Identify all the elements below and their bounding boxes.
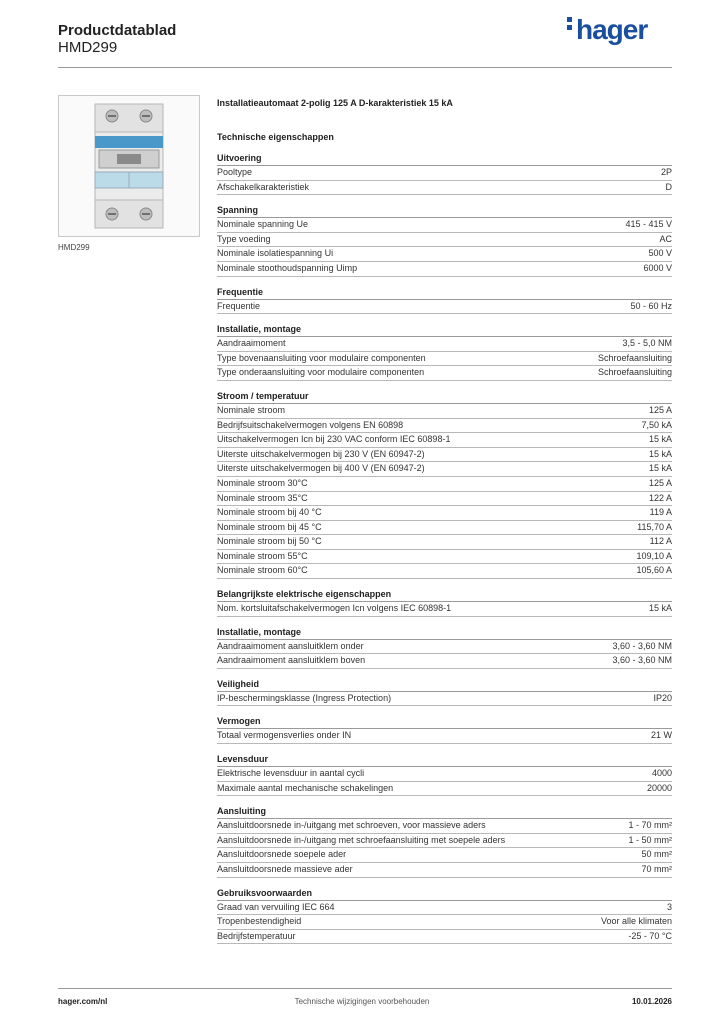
spec-value: 2P bbox=[660, 167, 672, 177]
spec-row bbox=[217, 366, 672, 381]
spec-label: Nominale stroom bbox=[217, 404, 286, 415]
spec-section bbox=[217, 625, 672, 669]
spec-row bbox=[217, 782, 672, 797]
spec-label: Elektrische levensduur in aantal cycli bbox=[217, 768, 365, 779]
spec-value: Voor alle klimaten bbox=[600, 916, 672, 927]
footer-website: hager.com/nl bbox=[58, 997, 108, 1006]
section-title: Frequentie bbox=[217, 285, 672, 300]
spec-row bbox=[217, 300, 672, 315]
spec-label: Type voeding bbox=[217, 233, 271, 244]
spec-value: 15 kA bbox=[648, 603, 672, 614]
spec-label: IP-beschermingsklasse (Ingress Protection) bbox=[217, 692, 392, 703]
spec-value: 3,5 - 5,0 NM bbox=[622, 338, 672, 349]
technical-properties-title: Technische eigenschappen bbox=[217, 132, 334, 142]
spec-value: 125 A bbox=[648, 477, 672, 488]
spec-value: 6000 V bbox=[643, 262, 672, 273]
spec-row bbox=[217, 535, 672, 550]
section-title: Veiligheid bbox=[217, 677, 672, 692]
spec-label: Nominale stroom bij 45 °C bbox=[217, 521, 322, 532]
spec-label: Nominale stroom 35°C bbox=[217, 492, 308, 503]
spec-label: Bedrijfstemperatuur bbox=[217, 930, 296, 941]
spec-value: 112 A bbox=[649, 536, 672, 547]
spec-section bbox=[217, 804, 672, 877]
spec-row bbox=[217, 477, 672, 492]
spec-row bbox=[217, 233, 672, 248]
spec-value: AC bbox=[659, 233, 672, 244]
spec-value: 119 A bbox=[649, 507, 672, 518]
spec-row bbox=[217, 834, 672, 849]
spec-row bbox=[217, 433, 672, 448]
section-title: Stroom / temperatuur bbox=[217, 389, 672, 404]
spec-row bbox=[217, 337, 672, 352]
spec-label: Nominale spanning Ue bbox=[217, 219, 309, 230]
spec-section bbox=[217, 886, 672, 945]
spec-label: Aandraaimoment aansluitklem onder bbox=[217, 640, 364, 651]
spec-value: 3 bbox=[666, 901, 672, 912]
spec-label: Nominale stroom 60°C bbox=[217, 565, 308, 576]
spec-label: Nominale stroom 55°C bbox=[217, 550, 308, 561]
spec-row bbox=[217, 729, 672, 744]
spec-value: 109,10 A bbox=[636, 550, 672, 561]
spec-label: Uitschakelvermogen Icn bij 230 VAC conform IEC 60898-1 bbox=[217, 434, 451, 445]
spec-row bbox=[217, 654, 672, 669]
section-title: Vermogen bbox=[217, 714, 672, 729]
product-image bbox=[58, 95, 200, 237]
spec-row bbox=[217, 352, 672, 367]
hager-logo bbox=[567, 14, 647, 46]
spec-row bbox=[217, 404, 672, 419]
spec-row bbox=[217, 819, 672, 834]
spec-value: 1 - 50 mm² bbox=[628, 834, 672, 845]
spec-row bbox=[217, 692, 672, 707]
footer-date: 10.01.2026 bbox=[631, 997, 672, 1006]
spec-label: Nominale stroom bij 40 °C bbox=[217, 507, 322, 518]
spec-label: Aansluitdoorsnede soepele ader bbox=[217, 849, 347, 860]
section-title: Belangrijkste elektrische eigenschappen bbox=[217, 587, 672, 602]
spec-row bbox=[217, 262, 672, 277]
spec-label: Aansluitdoorsnede in-/uitgang met schroeven, voor massieve aders bbox=[217, 820, 486, 831]
section-title: Gebruiksvoorwaarden bbox=[217, 886, 672, 901]
spec-label: Type bovenaansluiting voor modulaire componenten bbox=[217, 352, 426, 363]
spec-label: Aansluitdoorsnede in-/uitgang met schroefaansluiting met soepele aders bbox=[217, 834, 506, 845]
spec-label: Nom. kortsluitafschakelvermogen Icn volgens IEC 60898-1 bbox=[217, 603, 452, 614]
spec-value: 15 kA bbox=[648, 448, 672, 459]
spec-label: Type onderaansluiting voor modulaire componenten bbox=[217, 367, 425, 378]
spec-value: 415 - 415 V bbox=[625, 219, 672, 230]
section-title: Uitvoering bbox=[217, 151, 672, 166]
section-title: Aansluiting bbox=[217, 804, 672, 819]
spec-row bbox=[217, 506, 672, 521]
spec-value: -25 - 70 °C bbox=[628, 930, 672, 941]
spec-label: Nominale stroom 30°C bbox=[217, 477, 308, 488]
spec-value: 115,70 A bbox=[637, 521, 672, 532]
spec-label: Pooltype bbox=[217, 167, 253, 177]
spec-content bbox=[217, 96, 672, 952]
spec-row bbox=[217, 550, 672, 565]
spec-section bbox=[217, 285, 672, 315]
logo-text: hager bbox=[576, 14, 648, 45]
spec-value: 15 kA bbox=[648, 434, 672, 445]
spec-row bbox=[217, 602, 672, 617]
section-title: Spanning bbox=[217, 203, 672, 218]
spec-row bbox=[217, 448, 672, 463]
header-divider bbox=[58, 67, 672, 68]
spec-value: 105,60 A bbox=[636, 565, 672, 576]
spec-label: Aandraaimoment aansluitklem boven bbox=[217, 655, 366, 666]
spec-label: Frequentie bbox=[217, 300, 261, 311]
spec-label: Bedrijfsuitschakelvermogen volgens EN 60898 bbox=[217, 419, 404, 430]
spec-label: Maximale aantal mechanische schakelingen bbox=[217, 782, 394, 793]
section-title: Levensduur bbox=[217, 752, 672, 767]
spec-label: Graad van vervuiling IEC 664 bbox=[217, 901, 335, 912]
spec-value: 50 mm² bbox=[641, 849, 672, 860]
footer-divider bbox=[58, 988, 672, 989]
spec-value: Schroefaansluiting bbox=[597, 367, 672, 378]
spec-row bbox=[217, 640, 672, 655]
spec-row bbox=[217, 247, 672, 262]
spec-value: 20000 bbox=[646, 782, 672, 793]
spec-value: 21 W bbox=[650, 730, 672, 741]
product-code: HMD299 bbox=[58, 39, 118, 56]
spec-value: Schroefaansluiting bbox=[597, 352, 672, 363]
spec-value: 15 kA bbox=[648, 463, 672, 474]
spec-row bbox=[217, 181, 672, 196]
spec-label: Aandraaimoment bbox=[217, 338, 286, 349]
spec-row bbox=[217, 419, 672, 434]
spec-label: Nominale stoothoudspanning Uimp bbox=[217, 262, 358, 273]
spec-section bbox=[217, 389, 672, 579]
spec-row bbox=[217, 492, 672, 507]
spec-value: 50 - 60 Hz bbox=[630, 300, 672, 311]
spec-sections bbox=[217, 151, 672, 944]
spec-value: 1 - 70 mm² bbox=[628, 820, 672, 831]
spec-section bbox=[217, 587, 672, 617]
spec-section bbox=[217, 752, 672, 796]
spec-label: Nominale isolatiespanning Ui bbox=[217, 248, 334, 259]
spec-row bbox=[217, 521, 672, 536]
spec-value: 122 A bbox=[648, 492, 672, 503]
spec-value: 3,60 - 3,60 NM bbox=[612, 640, 672, 651]
spec-row bbox=[217, 930, 672, 945]
spec-value: 3,60 - 3,60 NM bbox=[612, 655, 672, 666]
spec-label: Uiterste uitschakelvermogen bij 400 V (EN 60947-2) bbox=[217, 463, 425, 474]
image-caption: HMD299 bbox=[58, 243, 90, 252]
spec-section bbox=[217, 151, 672, 195]
spec-label: Tropenbestendigheid bbox=[217, 916, 302, 927]
spec-label: Nominale stroom bij 50 °C bbox=[217, 536, 322, 547]
page-title: Productdatablad bbox=[58, 22, 177, 39]
spec-label: Totaal vermogensverlies onder IN bbox=[217, 730, 352, 741]
spec-row bbox=[217, 462, 672, 477]
spec-label: Uiterste uitschakelvermogen bij 230 V (EN 60947-2) bbox=[217, 448, 425, 459]
spec-value: 500 V bbox=[648, 248, 672, 259]
spec-section bbox=[217, 714, 672, 744]
spec-row bbox=[217, 863, 672, 878]
product-description: Installatieautomaat 2-polig 125 A D-karakteristiek 15 kA bbox=[217, 98, 453, 108]
spec-row bbox=[217, 901, 672, 916]
spec-value: 7,50 kA bbox=[641, 419, 672, 430]
spec-value: IP20 bbox=[653, 692, 672, 703]
spec-section bbox=[217, 322, 672, 381]
spec-row bbox=[217, 166, 672, 181]
spec-row bbox=[217, 218, 672, 233]
spec-section bbox=[217, 677, 672, 707]
spec-row bbox=[217, 767, 672, 782]
spec-row bbox=[217, 915, 672, 930]
spec-label: Aansluitdoorsnede massieve ader bbox=[217, 864, 353, 874]
spec-section bbox=[217, 203, 672, 276]
logo-dots-icon bbox=[567, 17, 573, 33]
spec-value: D bbox=[665, 181, 672, 192]
spec-label: Afschakelkarakteristiek bbox=[217, 181, 310, 192]
section-title: Installatie, montage bbox=[217, 625, 672, 640]
spec-value: 125 A bbox=[648, 404, 672, 415]
spec-row bbox=[217, 848, 672, 863]
spec-row bbox=[217, 564, 672, 579]
spec-value: 70 mm² bbox=[641, 864, 672, 874]
spec-value: 4000 bbox=[651, 768, 672, 779]
footer-note: Technische wijzigingen voorbehouden bbox=[294, 997, 430, 1006]
section-title: Installatie, montage bbox=[217, 322, 672, 337]
circuit-breaker-icon bbox=[59, 96, 199, 236]
